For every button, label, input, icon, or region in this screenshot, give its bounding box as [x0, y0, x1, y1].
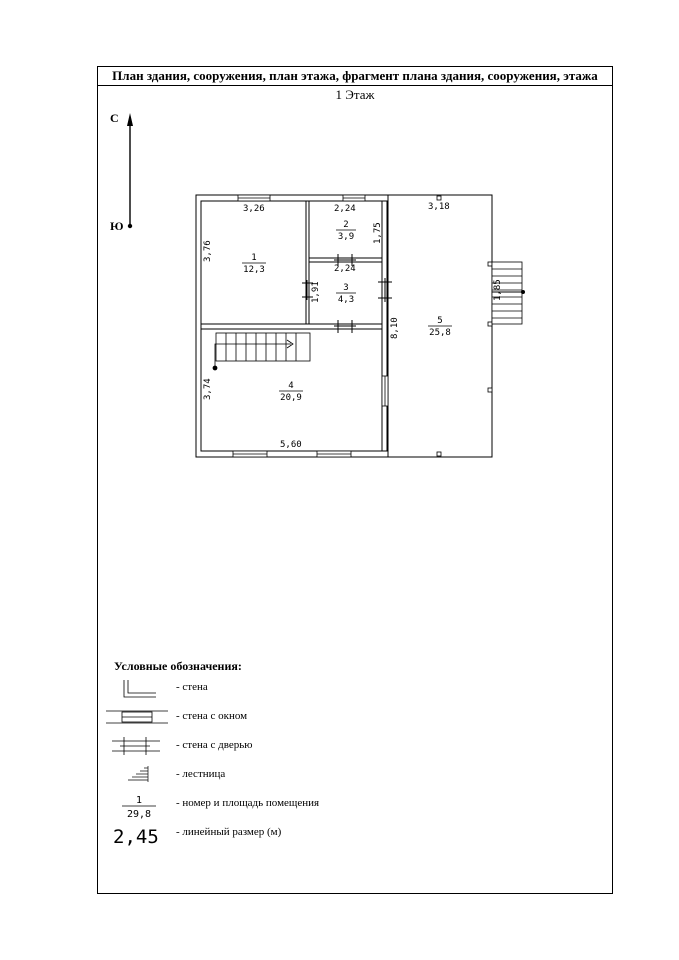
- room-area: 3,9: [337, 232, 355, 242]
- legend-dimension-sample: 2,45: [113, 826, 159, 848]
- door-icon: [334, 320, 356, 333]
- dim-label: 3,18: [428, 202, 450, 212]
- window-icon: [382, 376, 388, 406]
- window-icon: [238, 195, 270, 201]
- legend-room-area: 29,8: [126, 809, 152, 820]
- legend-item-room: - номер и площадь помещения: [176, 797, 320, 809]
- room-label-1: [242, 253, 266, 275]
- legend-item-dimension: - линейный размер (м): [176, 826, 282, 838]
- legend-item-stairs: - лестница: [176, 768, 226, 780]
- dim-label: 2,24: [334, 264, 356, 274]
- room-labels: [242, 220, 452, 403]
- room-label-5: [428, 316, 452, 338]
- dim-label: 3,26: [243, 204, 265, 214]
- legend-wall-icon: [124, 680, 156, 697]
- window-icon: [343, 195, 365, 201]
- room-label-4: [279, 381, 303, 403]
- room-number: 5: [437, 316, 443, 326]
- windows: [233, 195, 388, 457]
- dim-label: 3,74: [203, 378, 213, 400]
- room-area: 20,9: [280, 393, 302, 403]
- legend-item-door: - стена с дверью: [176, 739, 253, 751]
- room-area: 12,3: [243, 265, 265, 275]
- dim-label: 3,76: [203, 240, 213, 262]
- floor-label: 1 Этаж: [335, 87, 375, 102]
- legend-window-icon: [106, 711, 168, 723]
- dim-label: 1,91: [311, 281, 321, 303]
- legend-item-window: - стена с окном: [176, 710, 248, 722]
- steps-dot-icon: [521, 290, 525, 294]
- legend-room-number: 1: [135, 795, 143, 806]
- dim-label: 5,60: [280, 440, 302, 450]
- dim-label: 2,24: [334, 204, 356, 214]
- legend-door-icon: [112, 737, 160, 755]
- compass-arrow-icon: [127, 113, 133, 126]
- door-icon: [378, 278, 392, 302]
- legend-room-label: [122, 795, 156, 820]
- inner-wall-left-block: [201, 201, 387, 451]
- interior-stairs: [213, 333, 310, 370]
- dim-label: 1,85: [493, 279, 503, 301]
- room-number: 4: [288, 381, 294, 391]
- compass: [110, 111, 133, 233]
- legend-stairs-icon: [128, 766, 148, 782]
- compass-south: Ю: [110, 219, 124, 233]
- room-label-2: [336, 220, 356, 242]
- compass-dot-icon: [128, 224, 132, 228]
- room-number: 1: [251, 253, 257, 263]
- window-icon: [317, 451, 351, 457]
- dim-label: 8,10: [390, 317, 400, 339]
- room-area: 4,3: [337, 295, 355, 305]
- legend-item-wall: - стена: [176, 681, 208, 693]
- room-label-3: [336, 283, 356, 305]
- room-number: 2: [343, 220, 349, 230]
- plan-title: План здания, сооружения, план этажа, фрагмент плана здания, сооружения, этажа: [98, 67, 612, 86]
- legend: [106, 659, 319, 848]
- legend-title: Условные обозначения:: [114, 659, 242, 673]
- room-area: 25,8: [429, 328, 451, 338]
- room-number: 3: [343, 283, 349, 293]
- dim-label: 1,75: [373, 222, 383, 244]
- compass-north: С: [110, 111, 119, 125]
- stairs-dot-icon: [213, 366, 217, 370]
- window-icon: [233, 451, 267, 457]
